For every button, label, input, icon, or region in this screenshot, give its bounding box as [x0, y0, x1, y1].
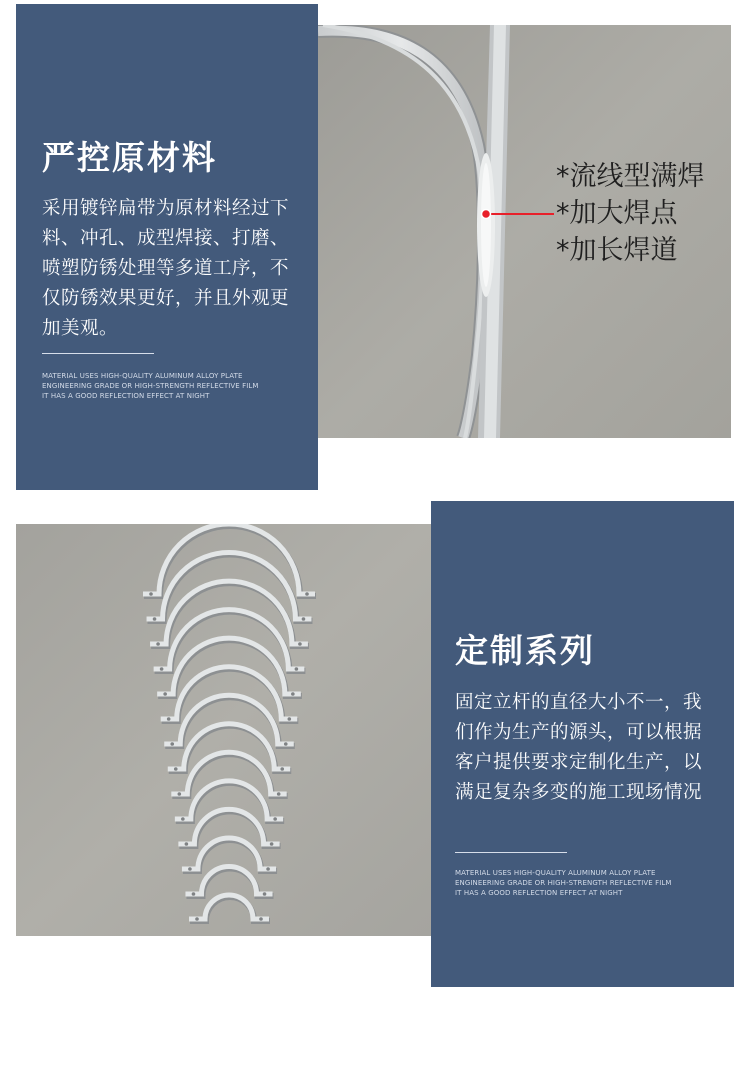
english-caption — [42, 371, 302, 401]
english-caption-line: IT HAS A GOOD REFLECTION EFFECT AT NIGHT — [42, 392, 210, 400]
custom-series-panel — [431, 501, 734, 987]
divider — [455, 852, 567, 853]
material-info-panel — [16, 4, 318, 490]
weld-callouts — [556, 158, 705, 269]
section-heading: 严控原材料 — [42, 138, 217, 177]
english-caption-line: ENGINEERING GRADE OR HIGH-STRENGTH REFLECTIVE FILM — [42, 382, 259, 390]
section-heading: 定制系列 — [455, 631, 595, 670]
section-description: 固定立杆的直径大小不一，我们作为生产的源头，可以根据客户提供要求定制化生产，以满足复杂多变的施工现场情况 — [455, 692, 703, 803]
english-caption — [455, 868, 725, 898]
clamp-series-photo — [16, 524, 431, 936]
section-description: 采用镀锌扁带为原材料经过下料、冲孔、成型焊接、打磨、喷塑防锈处理等多道工序，不仅防锈效果更好，并且外观更加美观。 — [42, 198, 290, 339]
english-caption-line: MATERIAL USES HIGH-QUALITY ALUMINUM ALLOY PLATE — [455, 869, 656, 877]
callout-item: *加大焊点 — [556, 198, 678, 229]
english-caption-line: IT HAS A GOOD REFLECTION EFFECT AT NIGHT — [455, 889, 623, 897]
callout-item: *加长焊道 — [556, 235, 678, 266]
divider — [42, 353, 154, 354]
english-caption-line: MATERIAL USES HIGH-QUALITY ALUMINUM ALLOY PLATE — [42, 372, 243, 380]
english-caption-line: ENGINEERING GRADE OR HIGH-STRENGTH REFLECTIVE FILM — [455, 879, 672, 887]
callout-item: *流线型满焊 — [556, 161, 705, 192]
